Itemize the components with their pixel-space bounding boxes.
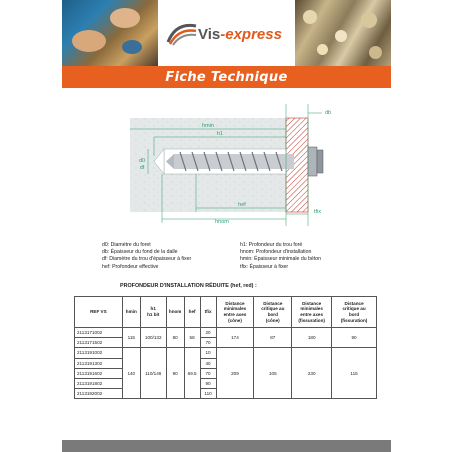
hmin-cell: 115: [122, 328, 140, 348]
hef-cell: 69.5: [184, 348, 200, 399]
swoosh-icon: [166, 20, 198, 46]
legend-item: hnom: Profondeur d'installation: [240, 249, 312, 256]
ref-cell: 2113191302: [75, 358, 123, 368]
tfix-cell: 70: [200, 338, 216, 348]
label-d0: d0: [138, 158, 146, 164]
h1-cell: 110/146: [140, 348, 166, 399]
table-row: [75, 328, 377, 338]
dist3-cell: 230: [292, 348, 332, 399]
legend-item: df: Diamètre du trou d'épaisseur à fixer: [102, 256, 192, 263]
col-header-dist3: Distance minimales entre axes (fissuration): [292, 297, 332, 328]
dist1-cell: 174: [216, 328, 254, 348]
technical-sheet-page: [62, 0, 391, 452]
footer-bar: [62, 440, 391, 452]
dist4-cell: 90: [332, 328, 377, 348]
label-h1: h1: [216, 131, 224, 137]
dist3-cell: 180: [292, 328, 332, 348]
label-df: df: [139, 165, 145, 171]
tfix-cell: 90: [200, 378, 216, 388]
ref-cell: 2113171502: [75, 338, 123, 348]
ref-cell: 2113171002: [75, 328, 123, 338]
tfix-cell: 40: [200, 358, 216, 368]
title-banner: [62, 66, 391, 88]
dist1-cell: 209: [216, 348, 254, 399]
screws-photo: [295, 0, 391, 66]
col-header-hnom: hnom: [166, 297, 184, 328]
anchor-installation-diagram: [62, 96, 391, 236]
spec-table: [74, 296, 377, 399]
tfix-cell: 20: [200, 328, 216, 338]
section-title: PROFONDEUR D'INSTALLATION RÉDUITE (hef, red) :: [120, 283, 257, 289]
banner-title: Fiche Technique: [165, 69, 288, 85]
ref-cell: 2113191802: [75, 378, 123, 388]
label-hef: hef: [238, 202, 246, 208]
ref-cell: 2113191602: [75, 368, 123, 378]
brand-name: Vis-express: [198, 26, 282, 43]
legend-right: [240, 242, 321, 271]
header: [62, 0, 391, 66]
dist4-cell: 115: [332, 348, 377, 399]
col-header-dist4: Distance critique au bord (fissuration): [332, 297, 377, 328]
col-header-hmin: hmin: [122, 297, 140, 328]
legend-item: hef: Profondeur effective: [102, 263, 159, 270]
legend-left: [102, 242, 191, 271]
label-tfix: tfix: [314, 209, 322, 215]
legend-item: hmin: Épaisseur minimale du béton: [240, 256, 322, 263]
col-header-h1: h1 h1 bit: [140, 297, 166, 328]
tfix-cell: 70: [200, 368, 216, 378]
h1-cell: 100/132: [140, 328, 166, 348]
hmin-cell: 140: [122, 348, 140, 399]
hef-cell: 58: [184, 328, 200, 348]
concrete-screw: [174, 154, 294, 169]
hnom-cell: 80: [166, 328, 184, 348]
screw-head: [308, 147, 317, 176]
tfix-cell: 10: [200, 348, 216, 358]
col-header-hef: hef: [184, 297, 200, 328]
col-header-dist2: Distance critique au bord (cône): [254, 297, 292, 328]
table-header-row: [75, 297, 377, 328]
hnom-cell: 90: [166, 348, 184, 399]
legend-item: d0: Diamètre du foret: [102, 242, 151, 248]
label-hmin: hmin: [202, 123, 214, 129]
dist2-cell: 105: [254, 348, 292, 399]
table-row: [75, 348, 377, 358]
tfix-cell: 110: [200, 389, 216, 399]
col-header-tfix: tfix: [200, 297, 216, 328]
ref-cell: 2113192002: [75, 389, 123, 399]
label-db: db: [325, 110, 332, 116]
col-header-dist1: Distance minimales entre axes (cône): [216, 297, 254, 328]
dist2-cell: 87: [254, 328, 292, 348]
legend-item: db: Épaisseur du fond de la dalle: [102, 249, 178, 256]
ref-cell: 2113191002: [75, 348, 123, 358]
legend-item: h1: Profondeur du trou foré: [240, 242, 303, 248]
legend-item: tfix: Épaisseur à fixer: [240, 263, 289, 270]
label-hnom: hnom: [215, 219, 229, 225]
tools-photo: [62, 0, 158, 66]
brand-logo[interactable]: [158, 0, 295, 66]
col-header-ref: REF VS: [75, 297, 123, 328]
